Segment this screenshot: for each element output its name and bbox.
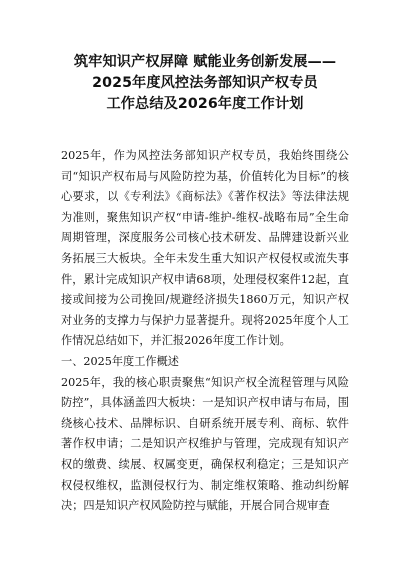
overview-paragraph: 2025年，我的核心职责聚焦“知识产权全流程管理与风险防控”，具体涵盖四大板块：一是知识产权申请与布局，围绕核心技术、品牌标识、自研系统开展专利、商标、软件著作权申请；二是知识产权维护与管理，完成现有知识产权的缴费、续展、权属变更，确保权利稳定；三是知识产权侵权维权，监测侵权行为、制定维权策略、推动纠纷解决；四是知识产权风险防控与赋能，开展合同合规审查 xyxy=(61,375,349,513)
title-line-3: 工作总结及2026年度工作计划 xyxy=(106,96,304,112)
section-heading-overview: 一、2025年度工作概述 xyxy=(61,354,179,368)
document-title xyxy=(61,52,349,115)
title-line-2: 2025年度风控法务部知识产权专员 xyxy=(92,75,318,91)
title-line-1: 筑牢知识产权屏障 赋能业务创新发展—— xyxy=(73,54,337,70)
document-body xyxy=(61,146,349,517)
intro-paragraph: 2025年，作为风控法务部知识产权专员，我始终围绕公司“知识产权布局与风险防控为基，价值转化为目标”的核心要求，以《专利法》《商标法》《著作权法》等法律法规为准则，聚焦知识产权“申请-维护-维权-战略布局”全生命周期管理，深度服务公司核心技术研发、品牌建设新兴业务拓展三大板块。全年未发生重大知识产权侵权或流失事件，累计完成知识产权申请68项，处理侵权案件12起，直接或间接为公司挽回/规避经济损失1860万元，知识产权对业务的支撑力与保护力显著提升。现将2025年度个人工作情况总结如下，并汇报2026年度工作计划。 xyxy=(61,149,349,348)
